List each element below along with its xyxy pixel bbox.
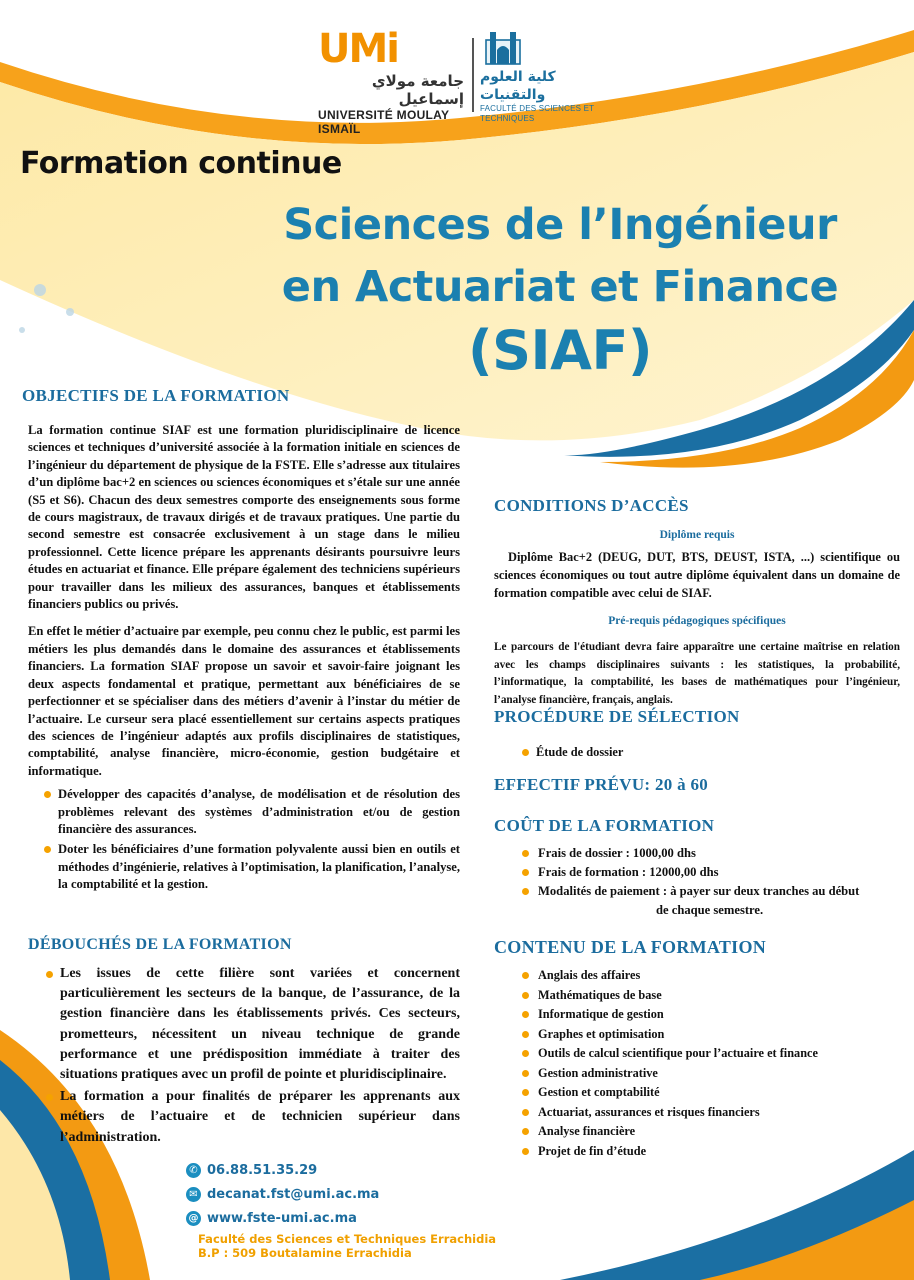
- objectifs-bullets: [28, 786, 460, 893]
- phone-icon: ✆: [186, 1163, 201, 1178]
- bullet-icon: [522, 869, 529, 876]
- list-item: Informatique de gestion: [522, 1005, 902, 1025]
- bullet-icon: [522, 888, 529, 895]
- bullet-icon: [522, 1128, 529, 1135]
- prerequis-text: Le parcours de l'étudiant devra faire apparaître une certaine maîtrise en relation avec les champs disciplinaires suivants : les statistiques, la probabilité, l’informatique, la comptabilité, les bases de mathématiques pour l’ingénieur, l’analyse financière, français, anglais.: [494, 641, 900, 706]
- objectifs-heading: OBJECTIFS DE LA FORMATION: [22, 386, 290, 405]
- debouches-bullets: [44, 964, 460, 1150]
- bullet-icon: [522, 1031, 529, 1038]
- umi-logo: [318, 26, 464, 136]
- list-item: Frais de dossier : 1000,00 dhs: [522, 844, 902, 863]
- logo-divider: [472, 38, 474, 112]
- list-item: Analyse financière: [522, 1122, 902, 1142]
- bullet-icon: [522, 1148, 529, 1155]
- list-item: Projet de fin d’étude: [522, 1142, 902, 1162]
- list-item: Doter les bénéficiaires d’une formation polyvalente aussi bien en outils et méthodes d’ingénierie, relatives à l’optimisation, la planification, l’analyse, la comptabilité et la gestion.: [42, 841, 460, 893]
- bullet-icon: [44, 791, 51, 798]
- list-item: Frais de formation : 12000,00 dhs: [522, 863, 902, 882]
- cout-heading: COÛT DE LA FORMATION: [494, 816, 715, 835]
- list-item: Gestion et comptabilité: [522, 1083, 902, 1103]
- bullet-icon: [522, 1050, 529, 1057]
- effectif-heading: EFFECTIF PRÉVU: 20 à 60: [494, 775, 709, 794]
- program-title-line2: en Actuariat et Finance: [281, 262, 839, 312]
- bullet-icon: [522, 1011, 529, 1018]
- bullet-icon: [522, 1109, 529, 1116]
- list-item: Modalités de paiement : à payer sur deux tranches au début: [522, 882, 902, 901]
- diplome-text: Diplôme Bac+2 (DEUG, DUT, BTS, DEUST, ISTA, ...) scientifique ou sciences économiques ou tout autre diplôme équivalent dans un domaine de formation compatible avec celui de SIAF.: [494, 550, 900, 600]
- bullet-icon: [522, 972, 529, 979]
- contenu-list: [522, 966, 902, 1161]
- list-item: Anglais des affaires: [522, 966, 902, 986]
- diplome-subheading: Diplôme requis: [659, 529, 735, 541]
- contact-email[interactable]: ✉ decanat.fst@umi.ac.ma: [186, 1182, 486, 1206]
- objectifs-paragraph-1: La formation continue SIAF est une formation pluridisciplinaire de licence sciences et techniques d’université associée à la formation initiale en sciences de l’ingénieur du département de physique de la FSTE. Elle s’adresse aux titulaires d’un diplôme bac+2 en sciences ou sciences économiques et s’étale sur une année (S5 et S6). Chacun des deux semestres comporte des enseignements sous forme de cours magistraux, de travaux dirigés et de travaux pratiques. Une partie du second semestre est consacrée exclusivement à un stage dans le milieu professionnel. Cette licence prépare les apprenants désirants poursuivre leurs études en actuariat et finance. Elle prépare également des techniciens supérieurs pour travailler dans les milieux des assurances, banques et établissements financiers publics ou privés.: [28, 423, 460, 612]
- contact-phone[interactable]: ✆ 06.88.51.35.29: [186, 1158, 486, 1182]
- procedure-heading: PROCÉDURE DE SÉLECTION: [494, 707, 740, 726]
- list-item: Développer des capacités d’analyse, de modélisation et de résolution des problèmes relevant des systèmes d’administration et/ou de gestion financière des assurances.: [42, 786, 460, 838]
- envelope-icon: ✉: [186, 1187, 201, 1202]
- list-item: Gestion administrative: [522, 1064, 902, 1084]
- formation-continue-title: Formation continue: [20, 146, 342, 181]
- bullet-icon: [522, 1070, 529, 1077]
- umi-name-arabic: جامعة مولاي إسماعيل: [371, 72, 464, 108]
- list-item: Outils de calcul scientifique pour l’actuaire et finance: [522, 1044, 902, 1064]
- objectifs-paragraph-2: En effet le métier d’actuaire par exemple, peu connu chez le public, est parmi les métiers les plus demandés dans le domaine des assurances et établissements financiers. La formation SIAF propose un savoir et savoir-faire joignant les deux aspects fondamental et pratique, permettant aux bénéficiaires de se perfectionner et se spécialiser dans des métiers d’avenir à l’instar du métier de l’actuaire. Le curseur sera placé essentiellement sur certains aspects pratiques des sciences de l’ingénieur adaptés aux profils disciplinaires de statistiques, comptabilité, analyse financière, micro-économie, gestion budgétaire et informatique.: [28, 624, 460, 778]
- contact-block: [186, 1158, 486, 1230]
- conditions-section: [494, 526, 900, 709]
- bullet-icon: [44, 846, 51, 853]
- bullet-icon: [522, 1089, 529, 1096]
- fst-name-arabic: كلية العلوم والتقنيات: [480, 69, 556, 103]
- bullet-icon: [522, 850, 529, 857]
- debouches-heading: DÉBOUCHÉS DE LA FORMATION: [28, 936, 292, 953]
- footer-address: [198, 1232, 496, 1260]
- umi-logo-mark: UMi: [318, 26, 398, 72]
- objectifs-section: [28, 422, 460, 897]
- address-line-2: B.P : 509 Boutalamine Errachidia: [198, 1246, 412, 1260]
- bullet-icon: [522, 749, 529, 756]
- list-item: La formation a pour finalités de préparer les apprenants aux métiers de l’actuaire et de technicien supérieur dans l’administration.: [44, 1087, 460, 1148]
- bullet-icon: [46, 971, 53, 978]
- cout-list: [522, 844, 902, 920]
- address-line-1: Faculté des Sciences et Techniques Errachidia: [198, 1232, 497, 1246]
- procedure-item: Étude de dossier: [522, 743, 914, 761]
- prerequis-subheading: Pré-requis pédagogiques spécifiques: [608, 615, 786, 627]
- fst-name-french: FACULTÉ DES SCIENCES ET TECHNIQUES: [480, 104, 595, 123]
- list-item: Graphes et optimisation: [522, 1025, 902, 1045]
- program-title-line1: Sciences de l’Ingénieur: [283, 200, 837, 250]
- contenu-heading: CONTENU DE LA FORMATION: [494, 937, 767, 957]
- fst-logo: [480, 26, 620, 122]
- fst-emblem-icon: [482, 26, 524, 68]
- umi-name-french: UNIVERSITÉ MOULAY ISMAÏL: [318, 108, 450, 136]
- conditions-heading: CONDITIONS D’ACCÈS: [494, 496, 689, 515]
- bullet-icon: [46, 1094, 53, 1101]
- bullet-icon: [522, 992, 529, 999]
- list-item-continuation: de chaque semestre.: [656, 903, 764, 917]
- list-item: Mathématiques de base: [522, 986, 902, 1006]
- program-acronym: (SIAF): [467, 319, 653, 382]
- list-item: Les issues de cette filière sont variées et concernent particulièrement les secteurs de la banque, de l’assurance, de la gestion financière dans les établissements privés. Ces secteurs, prometteurs, nécessitent un niveau technique de grande performance et une prédisposition immédiate à traiter des situations pratiques avec un profil de pointe et pluridisciplinaire.: [44, 964, 460, 1085]
- contact-website[interactable]: @ www.fste-umi.ac.ma: [186, 1206, 486, 1230]
- list-item: Actuariat, assurances et risques financiers: [522, 1103, 902, 1123]
- at-sign-icon: @: [186, 1211, 201, 1226]
- program-title: [230, 194, 890, 384]
